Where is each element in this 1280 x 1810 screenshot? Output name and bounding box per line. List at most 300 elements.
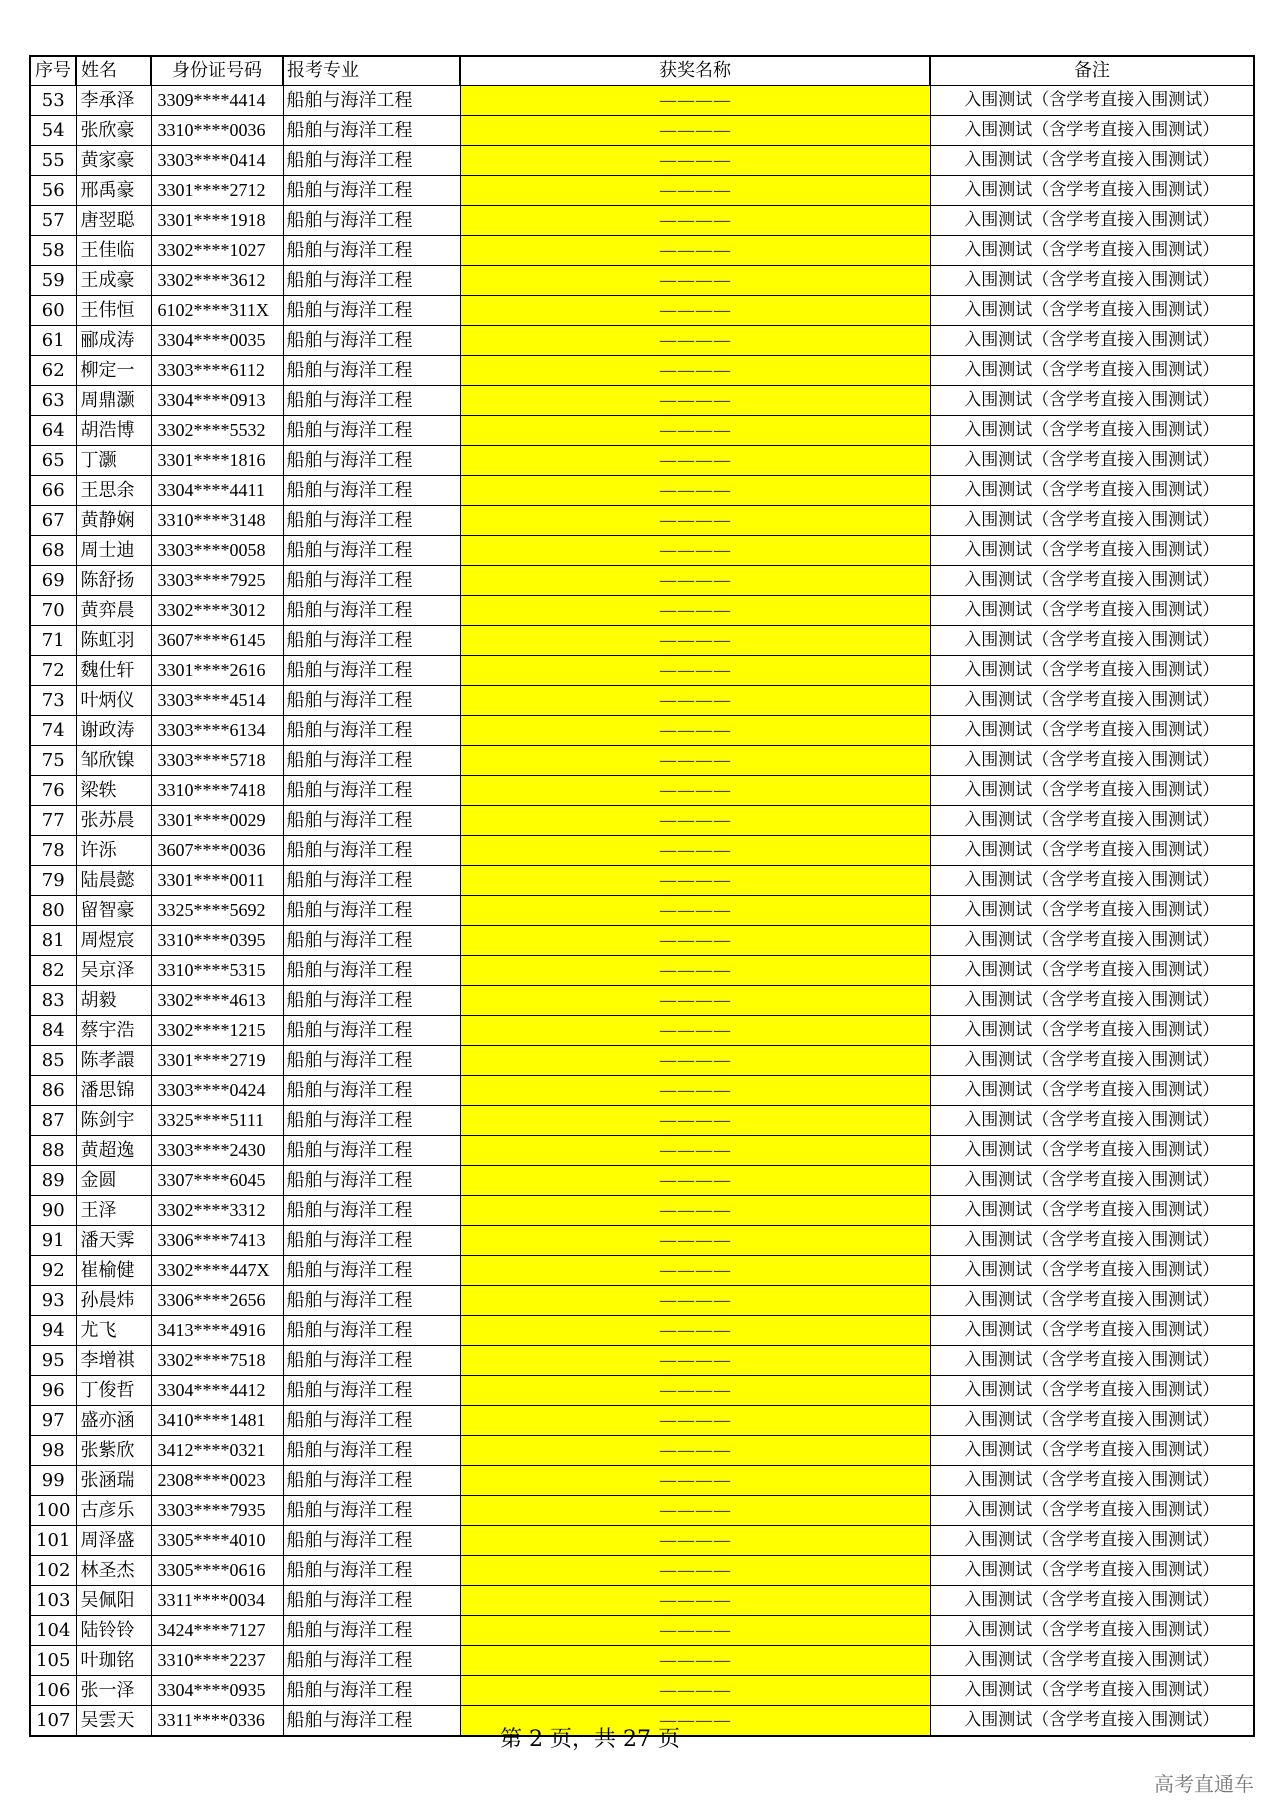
cell-name: 张苏晨 xyxy=(76,806,151,836)
table-row xyxy=(30,1166,1254,1196)
cell-major: 船舶与海洋工程 xyxy=(283,1466,460,1496)
cell-remarks: 入围测试（含学考直接入围测试） xyxy=(930,1016,1254,1046)
cell-serial-number: 103 xyxy=(30,1586,76,1616)
cell-award-name: ———— xyxy=(460,1586,930,1616)
cell-serial-number: 101 xyxy=(30,1526,76,1556)
cell-award-name: ———— xyxy=(460,1016,930,1046)
cell-award-name: ———— xyxy=(460,176,930,206)
cell-id-number: 3303****7925 xyxy=(151,566,283,596)
cell-remarks: 入围测试（含学考直接入围测试） xyxy=(930,416,1254,446)
cell-major: 船舶与海洋工程 xyxy=(283,596,460,626)
cell-remarks: 入围测试（含学考直接入围测试） xyxy=(930,836,1254,866)
cell-serial-number: 65 xyxy=(30,446,76,476)
cell-id-number: 3303****5718 xyxy=(151,746,283,776)
candidate-table xyxy=(29,55,1255,1737)
table-row xyxy=(30,866,1254,896)
table-row xyxy=(30,506,1254,536)
cell-major: 船舶与海洋工程 xyxy=(283,1106,460,1136)
cell-remarks: 入围测试（含学考直接入围测试） xyxy=(930,1106,1254,1136)
cell-name: 周鼎灏 xyxy=(76,386,151,416)
cell-name: 崔榆健 xyxy=(76,1256,151,1286)
cell-name: 郦成涛 xyxy=(76,326,151,356)
cell-serial-number: 96 xyxy=(30,1376,76,1406)
cell-major: 船舶与海洋工程 xyxy=(283,536,460,566)
cell-major: 船舶与海洋工程 xyxy=(283,1706,460,1737)
cell-award-name: ———— xyxy=(460,896,930,926)
cell-remarks: 入围测试（含学考直接入围测试） xyxy=(930,806,1254,836)
cell-major: 船舶与海洋工程 xyxy=(283,386,460,416)
cell-remarks: 入围测试（含学考直接入围测试） xyxy=(930,1136,1254,1166)
cell-major: 船舶与海洋工程 xyxy=(283,1496,460,1526)
cell-id-number: 3410****1481 xyxy=(151,1406,283,1436)
table-row xyxy=(30,896,1254,926)
cell-id-number: 3311****0336 xyxy=(151,1706,283,1737)
cell-remarks: 入围测试（含学考直接入围测试） xyxy=(930,1376,1254,1406)
table-row xyxy=(30,176,1254,206)
cell-award-name: ———— xyxy=(460,1496,930,1526)
cell-serial-number: 107 xyxy=(30,1706,76,1737)
cell-major: 船舶与海洋工程 xyxy=(283,686,460,716)
cell-remarks: 入围测试（含学考直接入围测试） xyxy=(930,1316,1254,1346)
cell-id-number: 3303****7935 xyxy=(151,1496,283,1526)
cell-id-number: 3301****2616 xyxy=(151,656,283,686)
table-row xyxy=(30,566,1254,596)
cell-serial-number: 80 xyxy=(30,896,76,926)
cell-remarks: 入围测试（含学考直接入围测试） xyxy=(930,1496,1254,1526)
cell-serial-number: 55 xyxy=(30,146,76,176)
cell-name: 吴京泽 xyxy=(76,956,151,986)
table-row xyxy=(30,446,1254,476)
cell-id-number: 3303****2430 xyxy=(151,1136,283,1166)
table-row xyxy=(30,326,1254,356)
cell-name: 邢禹豪 xyxy=(76,176,151,206)
cell-name: 吴雲天 xyxy=(76,1706,151,1737)
cell-name: 丁灏 xyxy=(76,446,151,476)
table-body xyxy=(30,86,1254,1737)
cell-major: 船舶与海洋工程 xyxy=(283,1376,460,1406)
cell-major: 船舶与海洋工程 xyxy=(283,1076,460,1106)
cell-remarks: 入围测试（含学考直接入围测试） xyxy=(930,386,1254,416)
header-award-name: 获奖名称 xyxy=(460,56,930,86)
cell-id-number: 3301****2712 xyxy=(151,176,283,206)
cell-remarks: 入围测试（含学考直接入围测试） xyxy=(930,1646,1254,1676)
cell-remarks: 入围测试（含学考直接入围测试） xyxy=(930,1196,1254,1226)
table-row xyxy=(30,356,1254,386)
cell-name: 陆铃铃 xyxy=(76,1616,151,1646)
table-row xyxy=(30,1466,1254,1496)
cell-serial-number: 97 xyxy=(30,1406,76,1436)
cell-award-name: ———— xyxy=(460,506,930,536)
cell-award-name: ———— xyxy=(460,1166,930,1196)
cell-remarks: 入围测试（含学考直接入围测试） xyxy=(930,956,1254,986)
cell-serial-number: 78 xyxy=(30,836,76,866)
cell-name: 尤飞 xyxy=(76,1316,151,1346)
cell-id-number: 3304****4411 xyxy=(151,476,283,506)
table-row xyxy=(30,206,1254,236)
cell-award-name: ———— xyxy=(460,1376,930,1406)
cell-name: 黄超逸 xyxy=(76,1136,151,1166)
cell-major: 船舶与海洋工程 xyxy=(283,1226,460,1256)
cell-remarks: 入围测试（含学考直接入围测试） xyxy=(930,1676,1254,1706)
cell-id-number: 3310****3148 xyxy=(151,506,283,536)
table-row xyxy=(30,1016,1254,1046)
cell-remarks: 入围测试（含学考直接入围测试） xyxy=(930,626,1254,656)
cell-name: 潘思锦 xyxy=(76,1076,151,1106)
cell-name: 陈虹羽 xyxy=(76,626,151,656)
table-row xyxy=(30,1526,1254,1556)
cell-id-number: 3302****3612 xyxy=(151,266,283,296)
cell-name: 吴佩阳 xyxy=(76,1586,151,1616)
cell-serial-number: 91 xyxy=(30,1226,76,1256)
table-row xyxy=(30,86,1254,116)
cell-name: 蔡宇浩 xyxy=(76,1016,151,1046)
cell-remarks: 入围测试（含学考直接入围测试） xyxy=(930,1046,1254,1076)
cell-award-name: ———— xyxy=(460,1226,930,1256)
cell-id-number: 3302****5532 xyxy=(151,416,283,446)
table-row xyxy=(30,1226,1254,1256)
cell-major: 船舶与海洋工程 xyxy=(283,1166,460,1196)
cell-id-number: 3303****0058 xyxy=(151,536,283,566)
table-row xyxy=(30,926,1254,956)
table-row xyxy=(30,1436,1254,1466)
cell-award-name: ———— xyxy=(460,86,930,116)
cell-name: 柳定一 xyxy=(76,356,151,386)
cell-major: 船舶与海洋工程 xyxy=(283,1196,460,1226)
cell-remarks: 入围测试（含学考直接入围测试） xyxy=(930,686,1254,716)
cell-remarks: 入围测试（含学考直接入围测试） xyxy=(930,656,1254,686)
table-row xyxy=(30,236,1254,266)
cell-remarks: 入围测试（含学考直接入围测试） xyxy=(930,746,1254,776)
cell-remarks: 入围测试（含学考直接入围测试） xyxy=(930,1406,1254,1436)
cell-name: 周煜宸 xyxy=(76,926,151,956)
cell-name: 张紫欣 xyxy=(76,1436,151,1466)
cell-major: 船舶与海洋工程 xyxy=(283,956,460,986)
cell-remarks: 入围测试（含学考直接入围测试） xyxy=(930,1166,1254,1196)
table-row xyxy=(30,386,1254,416)
cell-major: 船舶与海洋工程 xyxy=(283,1646,460,1676)
cell-name: 胡浩博 xyxy=(76,416,151,446)
cell-name: 李增祺 xyxy=(76,1346,151,1376)
cell-id-number: 3303****6134 xyxy=(151,716,283,746)
cell-award-name: ———— xyxy=(460,296,930,326)
table-header-row xyxy=(30,56,1254,86)
cell-award-name: ———— xyxy=(460,476,930,506)
cell-award-name: ———— xyxy=(460,1556,930,1586)
cell-award-name: ———— xyxy=(460,776,930,806)
cell-remarks: 入围测试（含学考直接入围测试） xyxy=(930,476,1254,506)
cell-serial-number: 99 xyxy=(30,1466,76,1496)
cell-major: 船舶与海洋工程 xyxy=(283,236,460,266)
header-major: 报考专业 xyxy=(283,56,460,86)
table-row xyxy=(30,1676,1254,1706)
table-row xyxy=(30,1286,1254,1316)
cell-serial-number: 67 xyxy=(30,506,76,536)
cell-remarks: 入围测试（含学考直接入围测试） xyxy=(930,1586,1254,1616)
cell-major: 船舶与海洋工程 xyxy=(283,1556,460,1586)
cell-serial-number: 58 xyxy=(30,236,76,266)
cell-major: 船舶与海洋工程 xyxy=(283,1286,460,1316)
table-row xyxy=(30,536,1254,566)
cell-serial-number: 90 xyxy=(30,1196,76,1226)
cell-serial-number: 79 xyxy=(30,866,76,896)
cell-serial-number: 87 xyxy=(30,1106,76,1136)
cell-serial-number: 66 xyxy=(30,476,76,506)
cell-remarks: 入围测试（含学考直接入围测试） xyxy=(930,536,1254,566)
cell-award-name: ———— xyxy=(460,986,930,1016)
cell-award-name: ———— xyxy=(460,1256,930,1286)
cell-remarks: 入围测试（含学考直接入围测试） xyxy=(930,1526,1254,1556)
cell-id-number: 3304****4412 xyxy=(151,1376,283,1406)
cell-id-number: 3424****7127 xyxy=(151,1616,283,1646)
cell-serial-number: 83 xyxy=(30,986,76,1016)
cell-name: 唐翌聪 xyxy=(76,206,151,236)
cell-serial-number: 100 xyxy=(30,1496,76,1526)
cell-award-name: ———— xyxy=(460,326,930,356)
cell-name: 魏仕轩 xyxy=(76,656,151,686)
cell-major: 船舶与海洋工程 xyxy=(283,506,460,536)
cell-serial-number: 53 xyxy=(30,86,76,116)
cell-id-number: 3412****0321 xyxy=(151,1436,283,1466)
cell-award-name: ———— xyxy=(460,1436,930,1466)
cell-remarks: 入围测试（含学考直接入围测试） xyxy=(930,1616,1254,1646)
cell-major: 船舶与海洋工程 xyxy=(283,1406,460,1436)
cell-serial-number: 95 xyxy=(30,1346,76,1376)
watermark-text: 高考直通车 xyxy=(1154,1772,1254,1796)
cell-remarks: 入围测试（含学考直接入围测试） xyxy=(930,1466,1254,1496)
cell-name: 陈舒扬 xyxy=(76,566,151,596)
cell-award-name: ———— xyxy=(460,836,930,866)
cell-id-number: 3301****1816 xyxy=(151,446,283,476)
table-row xyxy=(30,1076,1254,1106)
table-row xyxy=(30,596,1254,626)
cell-major: 船舶与海洋工程 xyxy=(283,1436,460,1466)
cell-award-name: ———— xyxy=(460,1676,930,1706)
cell-major: 船舶与海洋工程 xyxy=(283,416,460,446)
cell-serial-number: 73 xyxy=(30,686,76,716)
cell-award-name: ———— xyxy=(460,1466,930,1496)
cell-id-number: 3303****0414 xyxy=(151,146,283,176)
cell-name: 陆晨懿 xyxy=(76,866,151,896)
cell-award-name: ———— xyxy=(460,596,930,626)
cell-award-name: ———— xyxy=(460,446,930,476)
cell-major: 船舶与海洋工程 xyxy=(283,746,460,776)
cell-major: 船舶与海洋工程 xyxy=(283,446,460,476)
cell-id-number: 3607****6145 xyxy=(151,626,283,656)
cell-name: 孙晨炜 xyxy=(76,1286,151,1316)
cell-name: 潘天霁 xyxy=(76,1226,151,1256)
cell-remarks: 入围测试（含学考直接入围测试） xyxy=(930,116,1254,146)
cell-name: 盛亦涵 xyxy=(76,1406,151,1436)
cell-major: 船舶与海洋工程 xyxy=(283,326,460,356)
header-id-number: 身份证号码 xyxy=(151,56,283,86)
table-row xyxy=(30,1556,1254,1586)
cell-serial-number: 74 xyxy=(30,716,76,746)
cell-award-name: ———— xyxy=(460,1346,930,1376)
cell-award-name: ———— xyxy=(460,956,930,986)
cell-id-number: 3302****447X xyxy=(151,1256,283,1286)
cell-remarks: 入围测试（含学考直接入围测试） xyxy=(930,236,1254,266)
cell-id-number: 3302****7518 xyxy=(151,1346,283,1376)
cell-id-number: 3309****4414 xyxy=(151,86,283,116)
cell-name: 王泽 xyxy=(76,1196,151,1226)
table-row xyxy=(30,296,1254,326)
cell-name: 张欣豪 xyxy=(76,116,151,146)
cell-major: 船舶与海洋工程 xyxy=(283,776,460,806)
header-serial-number: 序号 xyxy=(30,56,76,86)
cell-major: 船舶与海洋工程 xyxy=(283,1316,460,1346)
cell-remarks: 入围测试（含学考直接入围测试） xyxy=(930,776,1254,806)
table-row xyxy=(30,986,1254,1016)
cell-remarks: 入围测试（含学考直接入围测试） xyxy=(930,326,1254,356)
cell-remarks: 入围测试（含学考直接入围测试） xyxy=(930,1346,1254,1376)
cell-name: 王佳临 xyxy=(76,236,151,266)
cell-remarks: 入围测试（含学考直接入围测试） xyxy=(930,1256,1254,1286)
table-row xyxy=(30,1136,1254,1166)
cell-award-name: ———— xyxy=(460,1046,930,1076)
cell-major: 船舶与海洋工程 xyxy=(283,896,460,926)
cell-id-number: 3303****0424 xyxy=(151,1076,283,1106)
cell-award-name: ———— xyxy=(460,656,930,686)
cell-award-name: ———— xyxy=(460,356,930,386)
cell-award-name: ———— xyxy=(460,1526,930,1556)
cell-name: 王思余 xyxy=(76,476,151,506)
cell-award-name: ———— xyxy=(460,626,930,656)
cell-name: 李承泽 xyxy=(76,86,151,116)
cell-remarks: 入围测试（含学考直接入围测试） xyxy=(930,896,1254,926)
cell-id-number: 6102****311X xyxy=(151,296,283,326)
cell-name: 叶炳仪 xyxy=(76,686,151,716)
cell-name: 留智豪 xyxy=(76,896,151,926)
cell-award-name: ———— xyxy=(460,1286,930,1316)
cell-name: 张涵瑞 xyxy=(76,1466,151,1496)
cell-major: 船舶与海洋工程 xyxy=(283,266,460,296)
cell-id-number: 3304****0913 xyxy=(151,386,283,416)
cell-remarks: 入围测试（含学考直接入围测试） xyxy=(930,356,1254,386)
cell-award-name: ———— xyxy=(460,926,930,956)
table-row xyxy=(30,716,1254,746)
cell-serial-number: 88 xyxy=(30,1136,76,1166)
cell-award-name: ———— xyxy=(460,1106,930,1136)
cell-award-name: ———— xyxy=(460,536,930,566)
cell-serial-number: 57 xyxy=(30,206,76,236)
cell-major: 船舶与海洋工程 xyxy=(283,1016,460,1046)
cell-serial-number: 102 xyxy=(30,1556,76,1586)
cell-id-number: 3303****4514 xyxy=(151,686,283,716)
cell-serial-number: 61 xyxy=(30,326,76,356)
cell-major: 船舶与海洋工程 xyxy=(283,356,460,386)
cell-serial-number: 94 xyxy=(30,1316,76,1346)
cell-award-name: ———— xyxy=(460,416,930,446)
cell-major: 船舶与海洋工程 xyxy=(283,1586,460,1616)
cell-name: 黄家豪 xyxy=(76,146,151,176)
cell-serial-number: 60 xyxy=(30,296,76,326)
cell-remarks: 入围测试（含学考直接入围测试） xyxy=(930,266,1254,296)
cell-major: 船舶与海洋工程 xyxy=(283,296,460,326)
cell-award-name: ———— xyxy=(460,146,930,176)
cell-name: 林圣杰 xyxy=(76,1556,151,1586)
cell-award-name: ———— xyxy=(460,1706,930,1737)
table-row xyxy=(30,1586,1254,1616)
table-row xyxy=(30,1196,1254,1226)
cell-id-number: 3301****1918 xyxy=(151,206,283,236)
cell-serial-number: 98 xyxy=(30,1436,76,1466)
cell-serial-number: 81 xyxy=(30,926,76,956)
cell-id-number: 3304****0035 xyxy=(151,326,283,356)
table-row xyxy=(30,416,1254,446)
cell-remarks: 入围测试（含学考直接入围测试） xyxy=(930,566,1254,596)
cell-name: 胡毅 xyxy=(76,986,151,1016)
cell-id-number: 3306****7413 xyxy=(151,1226,283,1256)
cell-major: 船舶与海洋工程 xyxy=(283,1046,460,1076)
cell-serial-number: 75 xyxy=(30,746,76,776)
cell-name: 陈剑宇 xyxy=(76,1106,151,1136)
cell-award-name: ———— xyxy=(460,206,930,236)
cell-id-number: 3303****6112 xyxy=(151,356,283,386)
cell-remarks: 入围测试（含学考直接入围测试） xyxy=(930,146,1254,176)
cell-remarks: 入围测试（含学考直接入围测试） xyxy=(930,206,1254,236)
cell-major: 船舶与海洋工程 xyxy=(283,176,460,206)
cell-award-name: ———— xyxy=(460,1136,930,1166)
cell-major: 船舶与海洋工程 xyxy=(283,866,460,896)
cell-serial-number: 106 xyxy=(30,1676,76,1706)
cell-serial-number: 76 xyxy=(30,776,76,806)
cell-id-number: 3305****0616 xyxy=(151,1556,283,1586)
cell-id-number: 3302****3012 xyxy=(151,596,283,626)
cell-serial-number: 86 xyxy=(30,1076,76,1106)
cell-remarks: 入围测试（含学考直接入围测试） xyxy=(930,1436,1254,1466)
cell-name: 王伟恒 xyxy=(76,296,151,326)
cell-remarks: 入围测试（含学考直接入围测试） xyxy=(930,1286,1254,1316)
table-row xyxy=(30,686,1254,716)
table-row xyxy=(30,806,1254,836)
header-name: 姓名 xyxy=(76,56,151,86)
cell-serial-number: 89 xyxy=(30,1166,76,1196)
cell-remarks: 入围测试（含学考直接入围测试） xyxy=(930,926,1254,956)
cell-name: 梁轶 xyxy=(76,776,151,806)
table-row xyxy=(30,266,1254,296)
cell-remarks: 入围测试（含学考直接入围测试） xyxy=(930,866,1254,896)
cell-award-name: ———— xyxy=(460,116,930,146)
cell-remarks: 入围测试（含学考直接入围测试） xyxy=(930,1076,1254,1106)
cell-id-number: 3301****0011 xyxy=(151,866,283,896)
cell-remarks: 入围测试（含学考直接入围测试） xyxy=(930,446,1254,476)
cell-major: 船舶与海洋工程 xyxy=(283,836,460,866)
cell-name: 邹欣镍 xyxy=(76,746,151,776)
cell-id-number: 3304****0935 xyxy=(151,1676,283,1706)
cell-award-name: ———— xyxy=(460,1196,930,1226)
table-row xyxy=(30,116,1254,146)
cell-major: 船舶与海洋工程 xyxy=(283,206,460,236)
cell-name: 张一泽 xyxy=(76,1676,151,1706)
cell-name: 古彦乐 xyxy=(76,1496,151,1526)
cell-id-number: 3310****0036 xyxy=(151,116,283,146)
cell-id-number: 3607****0036 xyxy=(151,836,283,866)
cell-id-number: 3311****0034 xyxy=(151,1586,283,1616)
cell-name: 王成豪 xyxy=(76,266,151,296)
cell-serial-number: 63 xyxy=(30,386,76,416)
cell-award-name: ———— xyxy=(460,746,930,776)
table-row xyxy=(30,1106,1254,1136)
cell-major: 船舶与海洋工程 xyxy=(283,986,460,1016)
cell-id-number: 3302****4613 xyxy=(151,986,283,1016)
table-row xyxy=(30,1346,1254,1376)
table-row xyxy=(30,1496,1254,1526)
cell-serial-number: 104 xyxy=(30,1616,76,1646)
cell-name: 周泽盛 xyxy=(76,1526,151,1556)
cell-remarks: 入围测试（含学考直接入围测试） xyxy=(930,176,1254,206)
cell-id-number: 3307****6045 xyxy=(151,1166,283,1196)
cell-id-number: 3302****3312 xyxy=(151,1196,283,1226)
